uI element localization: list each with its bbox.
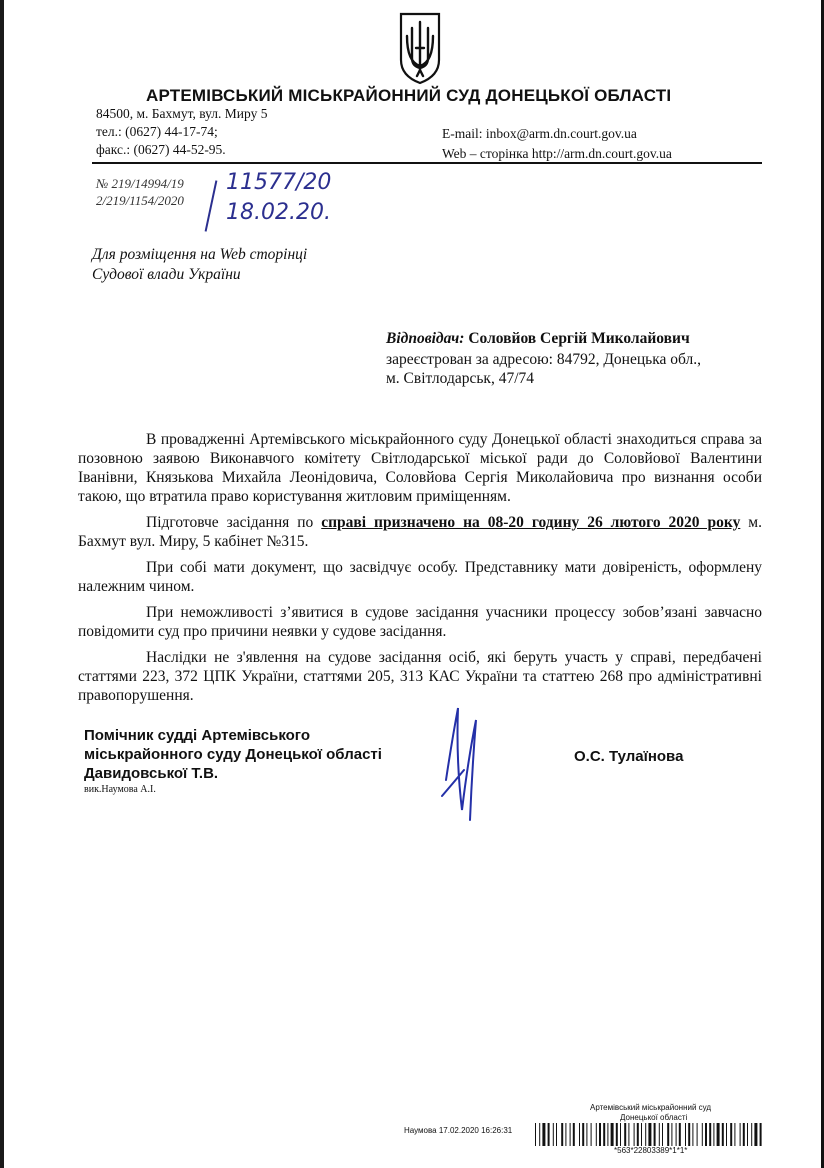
placement-note-line1: Для розміщення на Web сторінці [92,246,308,263]
proceeding-number: 2/219/1154/2020 [96,193,184,208]
hearing-text-end: м. Бахмут вул. Миру, 5 кабінет №315. [78,514,762,550]
paragraph-consequences: Наслідки не з'явлення на судове засідання осіб, які беруть участь у справі, передбачені статтями 223, 372 ЦПК України, статтями 205, 313 КАС України та статтею 268 про адміністративні правопорушення. [78,649,762,704]
scan-edge-left [0,0,4,1168]
signatory-title-line1: Помічник судді Артемівського [84,727,311,744]
handwritten-signature [432,700,492,825]
respondent-address-line2: м. Світлодарськ, 47/74 [386,370,534,387]
signatory-title [84,726,382,783]
respondent-heading [386,330,690,348]
stamp-org-line2: Донецької області [620,1113,688,1122]
executor-note: вик.Наумова А.І. [84,784,156,795]
barcode-text: *563*22803389*1*1* [614,1146,688,1155]
paragraph-absence: При неможливості з’явитися в судове засідання учасники процессу зобов’язані завчасно повідомити суд про причини неявки у судове засідання. [78,604,762,640]
stamp-user-time: Наумова 17.02.2020 16:26:31 [404,1126,513,1135]
signatory-title-line3: Давидовської Т.В. [84,765,219,782]
signatory-name: О.С. Тулаїнова [574,748,684,765]
respondent-address-line1: зареєстрован за адресою: 84792, Донецька обл., [386,351,701,368]
court-address: 84500, м. Бахмут, вул. Миру 5 [96,106,268,121]
case-number: № 219/14994/19 [96,176,184,191]
court-name-heading: АРТЕМІВСЬКИЙ МІСЬКРАЙОННИЙ СУД ДОНЕЦЬКОЇ ОБЛАСТІ [146,86,672,105]
paragraph-case: В провадженні Артемівського міськрайонного суду Донецької області знаходиться справа за позовною заявою Виконавчого комітету Світлодарської міської ради до Соловйової Валентини Іванівни, Князькова Михайла Леонідовича, Соловйова Сергія Миколайовича про визнання особи такою, що втратила право користування житловим приміщенням. [78,431,762,505]
notice-body [78,430,762,712]
court-fax: факс.: (0627) 44-52-95. [96,142,226,157]
handwritten-stroke [205,180,218,231]
signatory-title-line2: міськрайонного суду Донецької області [84,746,382,763]
hearing-date-emphasis: справі призначено на 08-20 годину 26 лютого 2020 року [321,514,741,531]
paragraph-documents: При собі мати документ, що засвідчує особу. Представнику мати довіреність, оформлену належним чином. [78,559,762,595]
paragraph-hearing [78,513,762,551]
respondent-label: Відповідач: [386,330,465,347]
handwritten-incoming-date: 18.02.20. [226,200,331,225]
stamp-org-line1: Артемівський міськрайонний суд [590,1103,712,1112]
hearing-text-start: Підготовче засідання по [146,514,322,531]
handwritten-incoming-number: 11577/20 [226,170,332,195]
placement-note-line2: Судової влади України [92,266,241,283]
header-divider [92,162,762,164]
court-email: E-mail: inbox@arm.dn.court.gov.ua [442,126,637,141]
respondent-name: Соловйов Сергій Миколайович [468,330,690,347]
barcode [535,1123,763,1146]
court-phone: тел.: (0627) 44-17-74; [96,124,218,139]
court-website: Web – сторінка http://arm.dn.court.gov.ua [442,146,672,161]
coat-of-arms-icon [397,10,443,86]
